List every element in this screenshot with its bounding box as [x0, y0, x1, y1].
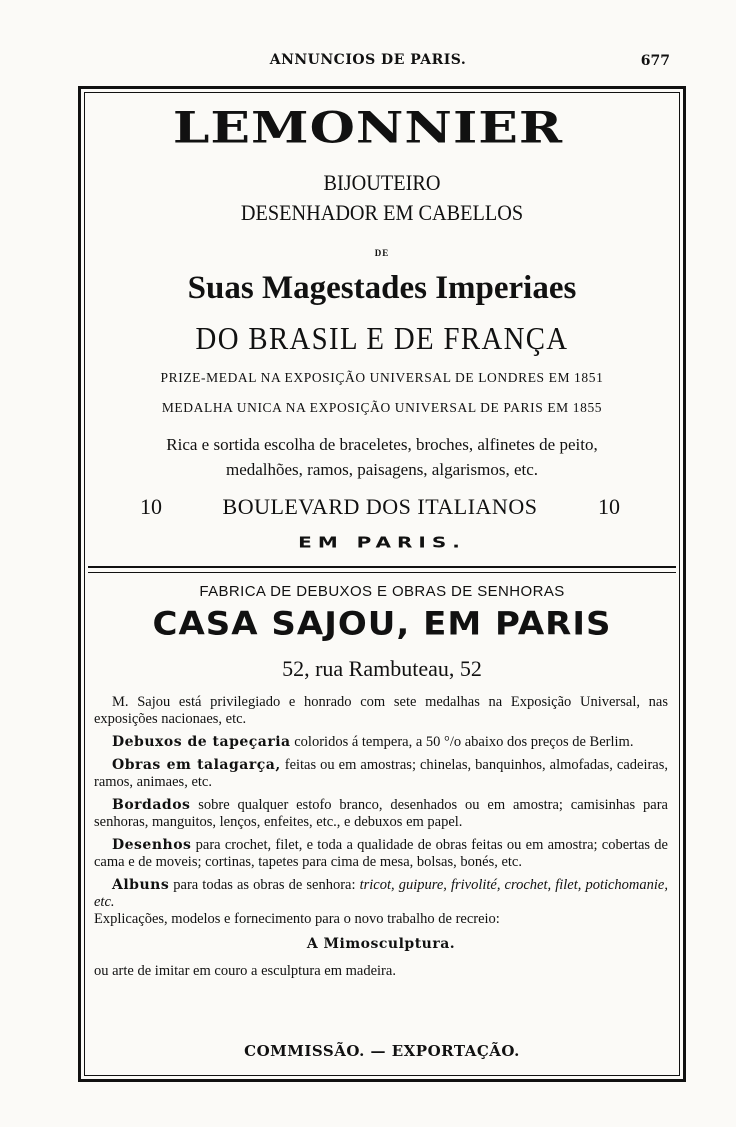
casa-sajou-address: 52, rua Rambuteau, 52 [282, 656, 482, 681]
debuxos-paragraph [94, 734, 668, 751]
mimosculptura-heading: A Mimosculptura. [306, 936, 456, 952]
bordados-keyword: Bordados [112, 797, 191, 813]
profession-line-2: DESENHADOR EM CABELLOS [240, 200, 524, 225]
address-number-right: 10 [598, 494, 620, 519]
page-number: 677 [640, 53, 670, 69]
obras-keyword: Obras em talagarça, [112, 757, 281, 773]
factory-heading: FABRICA DE DEBUXOS E OBRAS DE SENHORAS [199, 583, 565, 600]
albuns-text: para todas as obras de senhora: [169, 877, 360, 893]
city-em-paris: EM PARIS. [298, 533, 466, 551]
sajou-body-text [94, 694, 668, 986]
address-street: BOULEVARD DOS ITALIANOS [222, 494, 538, 519]
brand-lemonnier: LEMONNIER [172, 103, 564, 154]
bordados-paragraph [94, 797, 668, 831]
commission-export-line: COMMISSÃO. — EXPORTAÇÃO. [244, 1042, 520, 1060]
description-line-1: Rica e sortida escolha de braceletes, broches, alfinetes de peito, [166, 435, 598, 454]
debuxos-text: coloridos á tempera, a 50 °/o abaixo dos preços de Berlim. [290, 734, 634, 750]
description-line-2: medalhões, ramos, paisagens, algarismos, etc. [225, 460, 539, 479]
arte-line: ou arte de imitar em couro a esculptura em madeira. [94, 963, 396, 979]
profession-line-1: BIJOUTEIRO [323, 170, 441, 195]
obras-text: feitas ou em amostras; chinelas, banquinhos, almofadas, cadeiras, ramos, animaes, etc. [94, 757, 668, 790]
desenhos-text: para crochet, filet, e toda a qualidade de obras feitas ou em amostra; cobertas de cama e de moveis; cortinas, tapetes para cima de mesa, bolsas, bonés, etc. [94, 837, 668, 870]
medal-line-london: PRIZE-MEDAL NA EXPOSIÇÃO UNIVERSAL DE LONDRES EM 1851 [160, 370, 604, 385]
explicacoes-text: Explicações, modelos e fornecimento para o novo trabalho de recreio: [94, 911, 500, 927]
albuns-keyword: Albuns [112, 877, 170, 893]
running-title: ANNUNCIOS DE PARIS. [269, 52, 467, 68]
debuxos-keyword: Debuxos de tapeçaria [112, 734, 291, 750]
casa-sajou-heading: CASA SAJOU, EM PARIS [152, 605, 612, 643]
lemonnier-address [140, 494, 620, 520]
section-divider [88, 566, 676, 568]
obras-paragraph [94, 757, 668, 791]
section-divider-thin [88, 572, 676, 573]
desenhos-keyword: Desenhos [112, 837, 192, 853]
page-header [0, 52, 736, 74]
address-number-left: 10 [140, 494, 162, 519]
albuns-paragraph [94, 877, 668, 928]
countries-heading: DO BRASIL E DE FRANÇA [195, 320, 569, 356]
desenhos-paragraph [94, 837, 668, 871]
albuns-italic-list: tricot, guipure, frivolité, crochet, filet, potichomanie, etc. [94, 877, 668, 910]
medal-line-paris: MEDALHA UNICA NA EXPOSIÇÃO UNIVERSAL DE PARIS EM 1855 [161, 400, 603, 415]
de-word: DE [374, 248, 390, 258]
majesties-heading: Suas Magestades Imperiaes [187, 270, 577, 306]
intro-paragraph: M. Sajou está privilegiado e honrado com sete medalhas na Exposição Universal, nas exposições nacionaes, etc. [94, 694, 668, 727]
bordados-text: sobre qualquer estofo branco, desenhados ou em amostra; camisinhas para senhoras, manguitos, lenços, enfeites, etc., e debuxos em papel. [94, 797, 668, 830]
